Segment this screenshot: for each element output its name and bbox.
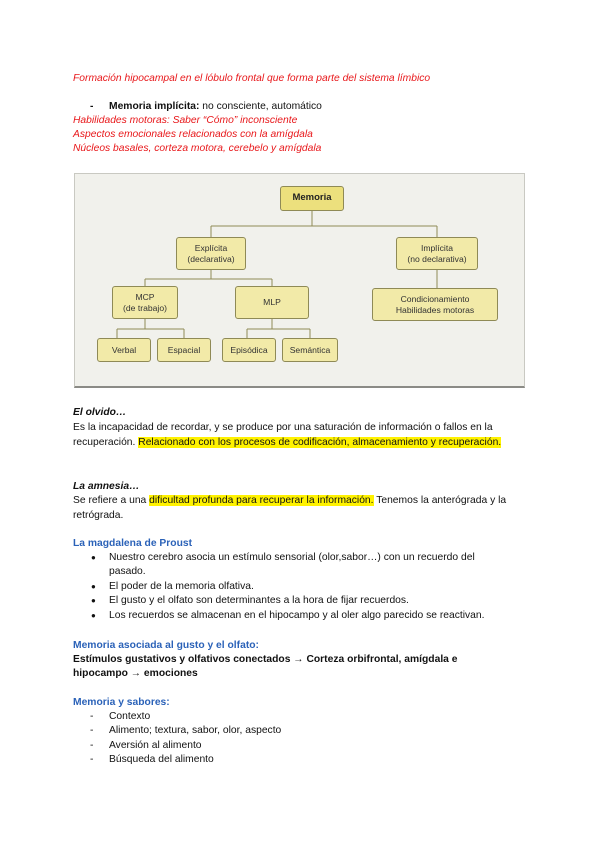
implicit-note-2: Aspectos emocionales relacionados con la amígdala bbox=[73, 129, 313, 140]
intro-line: Formación hipocampal en el lóbulo frontal que forma parte del sistema límbico bbox=[73, 73, 431, 84]
proust-item-4 bbox=[91, 609, 485, 623]
memoria-label: Memoria bbox=[292, 192, 332, 204]
proust-item-text: Los recuerdos se almacenan en el hipocampo y al oler algo parecido se reactivan. bbox=[109, 610, 485, 621]
olvido-paragraph bbox=[73, 420, 525, 450]
implicit-memory-item bbox=[90, 100, 322, 114]
proust-item-text: El poder de la memoria olfativa. bbox=[109, 581, 254, 592]
semantica-label: Semántica bbox=[289, 344, 331, 355]
sabores-item-3 bbox=[90, 739, 202, 753]
proust-item-1-cont bbox=[109, 565, 146, 579]
proust-item-text: Nuestro cerebro asocia un estímulo sensorial (olor,sabor…) con un recuerdo del bbox=[109, 552, 475, 563]
verbal-box bbox=[97, 338, 151, 362]
bullet-dot: ● bbox=[91, 596, 96, 605]
sabores-item-text: Aversión al alimento bbox=[109, 740, 202, 751]
amnesia-text-a: Se refiere a una bbox=[73, 495, 150, 506]
amnesia-paragraph bbox=[73, 493, 525, 523]
mlp-connector bbox=[247, 319, 310, 338]
proust-item-3 bbox=[91, 594, 409, 608]
implicit-note-3: Núcleos basales, corteza motora, cerebelo y amígdala bbox=[73, 143, 322, 154]
explicita-label: Explícita bbox=[194, 243, 228, 253]
implicit-label: Memoria implícita: bbox=[109, 101, 200, 112]
dash-bullet: - bbox=[90, 740, 94, 751]
dash-bullet: - bbox=[90, 101, 94, 112]
bullet-dot: ● bbox=[91, 611, 96, 620]
amnesia-highlight: dificultad profunda para recuperar la información. bbox=[149, 495, 374, 506]
explicita-box bbox=[176, 237, 246, 270]
episodica-box bbox=[222, 338, 276, 362]
gusto-heading: Memoria asociada al gusto y el olfato: bbox=[73, 640, 259, 651]
bullet-dot: ● bbox=[91, 582, 96, 591]
bullet-dot: ● bbox=[91, 553, 96, 562]
amnesia-title: La amnesia… bbox=[73, 481, 140, 492]
sabores-item-text: Contexto bbox=[109, 711, 151, 722]
implicita-box bbox=[396, 237, 478, 270]
proust-item-text: pasado. bbox=[109, 566, 146, 577]
implicit-note-1: Habilidades motoras: Saber “Cómo” inconsciente bbox=[73, 115, 298, 126]
condicionamiento-label: Condicionamiento bbox=[400, 294, 470, 304]
implicita-label: Implícita bbox=[420, 243, 453, 253]
implicita-sublabel: (no declarativa) bbox=[407, 253, 467, 264]
root-connector bbox=[211, 211, 437, 237]
proust-item-2 bbox=[91, 580, 254, 594]
episodica-label: Episódica bbox=[230, 344, 268, 355]
sabores-item-2 bbox=[90, 724, 282, 738]
dash-bullet: - bbox=[90, 725, 94, 736]
olvido-title: El olvido… bbox=[73, 407, 127, 418]
memory-diagram bbox=[74, 173, 525, 388]
sabores-item-text: Búsqueda del alimento bbox=[109, 754, 214, 765]
condicionamiento-box bbox=[372, 288, 498, 321]
proust-item-1 bbox=[91, 551, 475, 565]
verbal-label: Verbal bbox=[111, 344, 137, 355]
gusto-line-1: Estímulos gustativos y olfativos conectados → Corteza orbifrontal, amígdala e bbox=[73, 654, 458, 665]
gusto-line-2: hipocampo → emociones bbox=[73, 668, 198, 679]
espacial-box bbox=[157, 338, 211, 362]
mcp-sublabel: (de trabajo) bbox=[123, 302, 167, 313]
sabores-item-text: Alimento; textura, sabor, olor, aspecto bbox=[109, 725, 282, 736]
memoria-box bbox=[280, 186, 344, 211]
explicita-sublabel: (declarativa) bbox=[187, 253, 235, 264]
mlp-label: MLP bbox=[263, 297, 281, 308]
olvido-text: Es la incapacidad de recordar, y se produce por una saturación de información o fallos en la recuperación. bbox=[73, 422, 493, 448]
semantica-box bbox=[282, 338, 338, 362]
sabores-heading: Memoria y sabores: bbox=[73, 697, 170, 708]
dash-bullet: - bbox=[90, 711, 94, 722]
explicit-connector bbox=[145, 270, 272, 286]
dash-bullet: - bbox=[90, 754, 94, 765]
implicit-text: no consciente, automático bbox=[199, 101, 322, 112]
amnesia-text-b: Tenemos la anterógrada y la retrógrada. bbox=[73, 495, 507, 521]
habilidades-label: Habilidades motoras bbox=[395, 304, 475, 315]
proust-item-text: El gusto y el olfato son determinantes a la hora de fijar recuerdos. bbox=[109, 595, 409, 606]
proust-heading: La magdalena de Proust bbox=[73, 538, 193, 549]
sabores-item-4 bbox=[90, 753, 214, 767]
olvido-highlight: Relacionado con los procesos de codificación, almacenamiento y recuperación. bbox=[138, 437, 502, 448]
mlp-box bbox=[235, 286, 309, 319]
sabores-item-1 bbox=[90, 710, 151, 724]
mcp-connector bbox=[117, 319, 184, 338]
mcp-box bbox=[112, 286, 178, 319]
espacial-label: Espacial bbox=[167, 344, 201, 355]
mcp-label: MCP bbox=[135, 292, 155, 302]
